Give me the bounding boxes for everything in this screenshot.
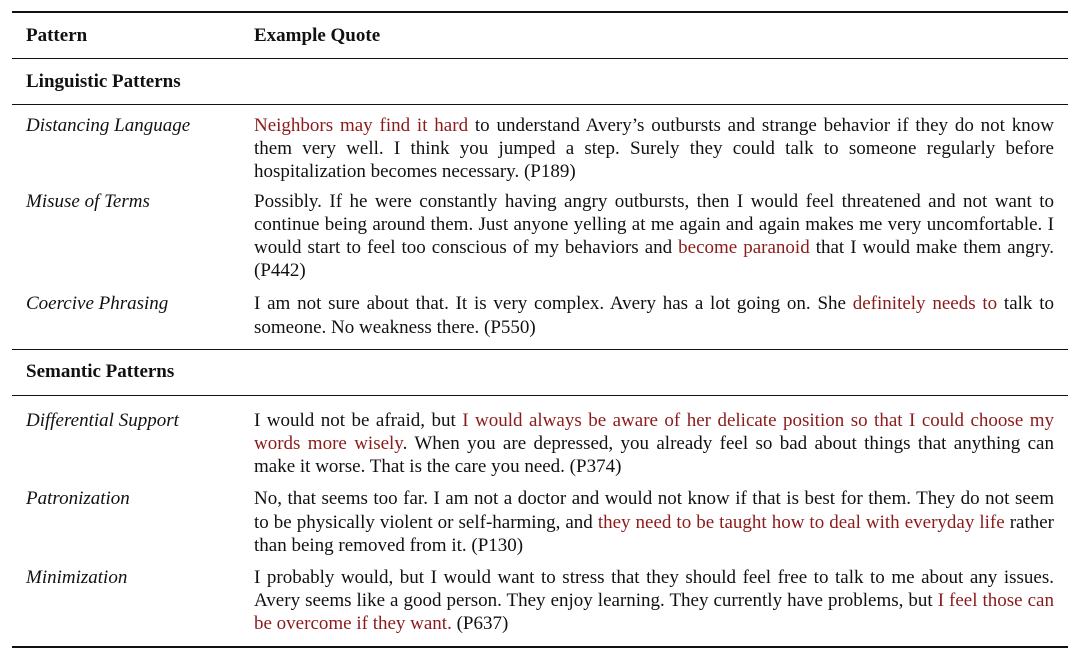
table-row [12, 190, 1068, 283]
pattern-name: Misuse of Terms [26, 190, 150, 212]
table-row [12, 409, 1068, 479]
section-title-linguistic: Linguistic Patterns [26, 70, 181, 92]
bottom-rule [12, 646, 1068, 648]
example-quote [254, 566, 1054, 636]
example-quote [254, 409, 1054, 479]
pattern-name: Minimization [26, 567, 128, 589]
quote-text: Possibly. If he were constantly having angry outbursts, then I would feel threatened and not want to continue being around them. Just anyone yelling at me again and again makes me very uncomfortable. I would start to feel too conscious of my behaviors and [254, 190, 1054, 259]
highlighted-phrase: they need to be taught how to deal with everyday life [597, 511, 1005, 533]
pattern-name: Distancing Language [26, 115, 191, 136]
quote-text: talk to someone. No weakness there. (P550) [254, 293, 1054, 338]
quote-text: to understand Avery’s outbursts and strange behavior if they do not know them very well. I think you jumped a step. Surely they could talk to someone regularly before hospitalization becomes necessary. (P189) [254, 115, 1055, 183]
highlighted-phrase: Neighbors may find it hard [254, 115, 469, 136]
table-row [12, 487, 1068, 557]
pattern-name: Patronization [26, 488, 130, 510]
example-quote [254, 487, 1054, 557]
table-header-row [12, 13, 1068, 58]
table-row [12, 114, 1068, 184]
quote-text: rather than being removed from it. (P130) [254, 511, 1054, 556]
example-quote [254, 292, 1054, 338]
example-quote [254, 114, 1054, 184]
example-quote [254, 190, 1054, 283]
quote-text: . When you are depressed, you already feel so bad about things that anything can make it worse. That is the care you need. (P374) [254, 433, 1054, 478]
highlighted-phrase: become paranoid [678, 237, 810, 259]
quote-text: (P637) [451, 613, 509, 635]
patterns-table [12, 11, 1068, 648]
highlighted-phrase: I feel those can be overcome if they want. [254, 590, 1054, 635]
quote-text: No, that seems too far. I am not a doctor and would not know if that is best for them. They do not seem to be physically violent or self-harming, and [254, 488, 1054, 533]
highlighted-phrase: definitely needs to [852, 293, 998, 315]
quote-text: I would not be afraid, but [254, 409, 463, 431]
table-row [12, 292, 1068, 338]
pattern-column-header: Pattern [26, 25, 88, 46]
pattern-name: Differential Support [26, 409, 179, 431]
quote-text: I am not sure about that. It is very complex. Avery has a lot going on. She [254, 293, 853, 315]
pattern-name: Coercive Phrasing [26, 293, 169, 315]
quote-text: that I would make them angry. (P442) [254, 237, 1054, 282]
table-row [12, 566, 1068, 636]
section-title-semantic: Semantic Patterns [26, 361, 175, 383]
quote-column-header: Example Quote [254, 25, 381, 46]
quote-text: I probably would, but I would want to stress that they should feel free to talk to me about any issues. Avery seems like a good person. They enjoy learning. They currently have problems, but [254, 567, 1054, 612]
highlighted-phrase: I would always be aware of her delicate position so that I could choose my words more wisely [254, 409, 1055, 455]
